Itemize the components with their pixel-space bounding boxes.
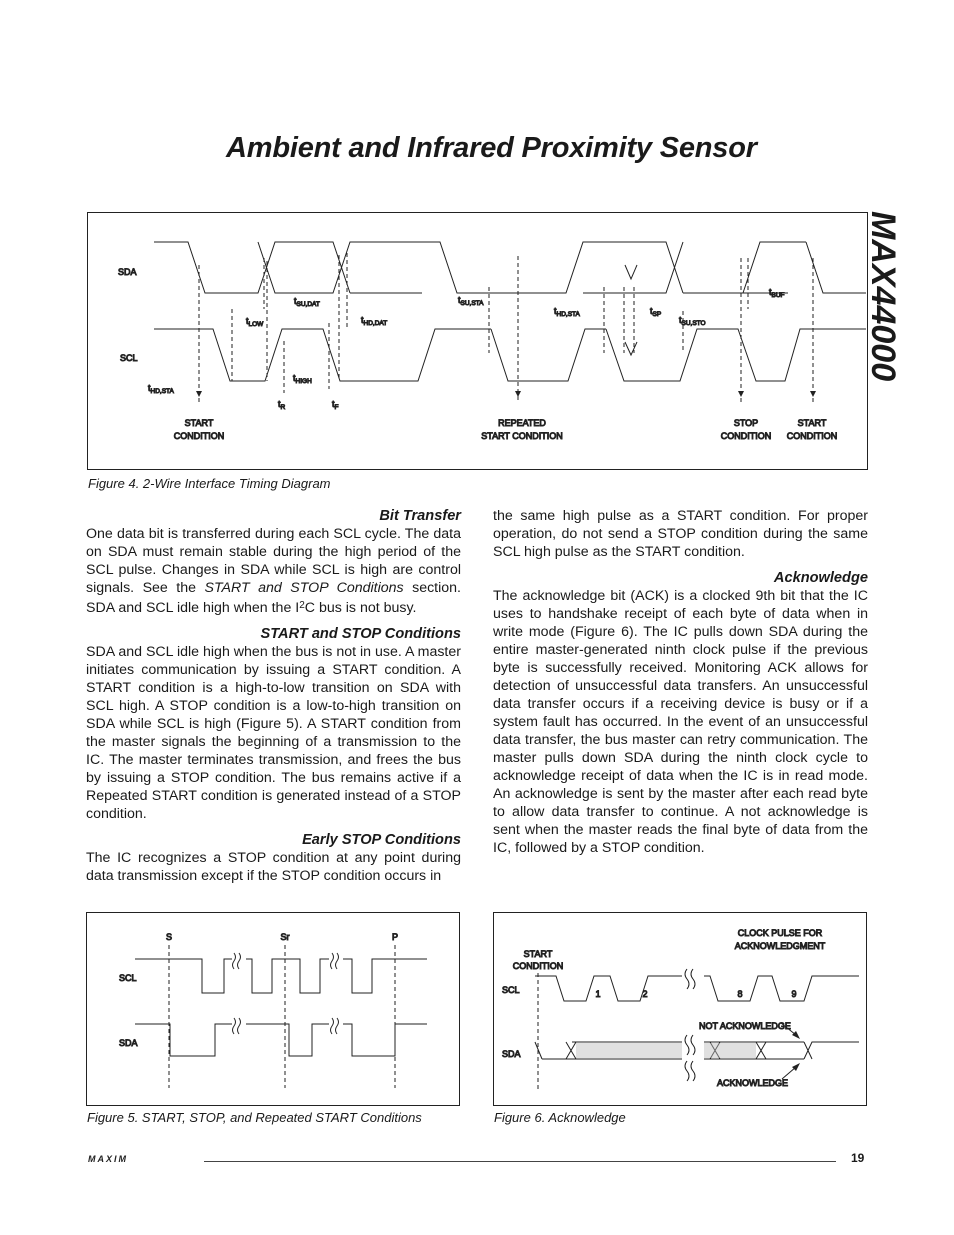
fig4-t-su-sto: $t_{SU,STO}$	[679, 315, 706, 327]
fig6-bit-1: 1	[595, 989, 601, 999]
fig6-condition-label: CONDITION	[512, 961, 564, 971]
maxim-logo	[88, 1147, 200, 1170]
figure-6-caption: Figure 6. Acknowledge	[494, 1110, 626, 1125]
fig5-scl-label: SCL	[119, 973, 137, 983]
figure-6-acknowledge-diagram	[493, 912, 867, 1106]
fig6-scl-label: SCL	[502, 985, 520, 995]
fig4-start-condition-label: CONDITION	[173, 431, 225, 441]
fig4-t-hd-sta: $t_{HD,STA}$	[148, 383, 174, 395]
fig6-scl-waveform	[535, 976, 682, 1001]
fig4-stop-condition-label: CONDITION	[720, 431, 772, 441]
fig5-break-marks	[233, 953, 339, 1034]
fig4-repeated-start-label: START CONDITION	[481, 431, 563, 441]
figure-5-start-stop-diagram	[86, 912, 460, 1106]
fig6-sda-label: SDA	[502, 1049, 521, 1059]
fig4-sda-label: SDA	[118, 267, 137, 277]
acknowledge-heading: Acknowledge	[773, 570, 868, 586]
fig5-scl-waveform	[159, 959, 232, 993]
fig5-sda-waveform	[135, 1024, 232, 1056]
fig4-start2-condition-label: CONDITION	[786, 431, 838, 441]
fig4-sda-waveform	[154, 242, 350, 293]
left-column	[86, 507, 461, 893]
maxim-logo-mark	[88, 1147, 200, 1165]
fig4-t-su-dat: $t_{SU,DAT}$	[294, 296, 320, 308]
figure-4-caption: Figure 4. 2-Wire Interface Timing Diagram	[88, 476, 331, 491]
fig5-sr-label: Sr	[280, 932, 290, 942]
fig4-t-high: $t_{HIGH}$	[293, 373, 312, 385]
fig6-bit-2: 2	[642, 989, 648, 999]
part-number-sidebar: MAX44000	[864, 211, 902, 382]
fig6-acknowledge-label: ACKNOWLEDGE	[717, 1078, 789, 1088]
fig6-bit-9: 9	[791, 989, 797, 999]
early-stop-heading: Early STOP Conditions	[302, 832, 461, 848]
fig6-clock-pulse-label: CLOCK PULSE FOR	[737, 928, 823, 938]
fig4-scl-waveform	[154, 329, 491, 381]
fig4-repeated-label: REPEATED	[498, 418, 546, 428]
page-title: Ambient and Infrared Proximity Sensor	[226, 132, 757, 164]
fig4-t-r: $t_R$	[278, 399, 286, 411]
fig4-scl-label: SCL	[120, 353, 138, 363]
right-column	[493, 507, 868, 865]
fig4-t-hd-sta2: $t_{HD,STA}$	[554, 306, 580, 318]
fig6-acknowledgment-label: ACKNOWLEDGMENT	[734, 941, 826, 951]
bit-transfer-text: One data bit is transferred during each SCL cycle. The data on SDA must remain stable during the high period of the SCL pulse. Changes in SDA while SCL is high are control signals. See the START and STOP Conditions section. SDA and SCL idle high when the $I^2C$ bus is not busy.	[86, 526, 462, 616]
fig6-bit-8: 8	[737, 989, 743, 999]
footer-rule	[204, 1161, 836, 1162]
fig6-not-acknowledge-label: NOT ACKNOWLEDGE	[699, 1021, 791, 1031]
fig5-sda-label: SDA	[119, 1038, 138, 1048]
fig4-start-label: START	[184, 418, 214, 428]
fig5-p-label: P	[391, 932, 399, 942]
fig4-start2-label: START	[797, 418, 827, 428]
fig4-t-buf: $t_{BUF}$	[769, 287, 785, 299]
svg-text:MAXIM: MAXIM	[88, 1154, 128, 1164]
fig6-break-marks	[685, 969, 695, 1081]
start-stop-text: SDA and SCL idle high when the bus is not in use. A master initiates communication by issuing a START condition. A START condition is a high-to-low transition on SDA with SCL high. A STOP condition is a low-to-high transition on SDA while SCL is high (Figure 5). A START condition from the master signals the beginning of a transmission to the IC. The master terminates transmission, and frees the bus by issuing a STOP condition. The bus remains active if a Repeated START condition is generated instead of a STOP condition.	[86, 644, 461, 822]
fig4-t-hd-dat: $t_{HD,DAT}$	[361, 315, 388, 327]
fig5-s-label: S	[165, 932, 173, 942]
fig6-start-label: START	[523, 949, 553, 959]
fig4-stop-label: STOP	[733, 418, 759, 428]
start-stop-heading: START and STOP Conditions	[260, 626, 461, 642]
continued-text: the same high pulse as a START condition. For proper operation, do not send a STOP condition during the same SCL high pulse as the START condition.	[493, 508, 868, 560]
figure-4-timing-diagram	[87, 212, 868, 470]
page-number: 19	[851, 1151, 865, 1165]
bit-transfer-heading: Bit Transfer	[379, 508, 461, 524]
figure-5-caption: Figure 5. START, STOP, and Repeated START Conditions	[87, 1110, 422, 1125]
fig4-t-f: $t_F$	[332, 399, 339, 411]
fig4-t-sp: $t_{SP}$	[650, 306, 662, 318]
early-stop-text: The IC recognizes a STOP condition at any point during data transmission except if the STOP condition occurs in	[86, 850, 461, 884]
acknowledge-text: The acknowledge bit (ACK) is a clocked 9th bit that the IC uses to handshake receipt of each byte of data when in write mode (Figure 6). The IC pulls down SDA during the entire master-generated ninth clock pulse if the previous byte is successfully received. Monitoring ACK allows for detection of unsuccessful data transfers. An unsuccessful data transfer occurs if a receiving device is busy or if a system fault has occurred. In the event of an unsuccessful data transfer, the bus master can retry communication. The master pulls down SDA during the ninth clock cycle to acknowledge receipt of data when the IC is in read mode. An acknowledge is sent by the master after each read byte to allow data transfer to continue. A not acknowledge is sent when the master reads the final byte of data from the IC, followed by a STOP condition.	[493, 588, 868, 856]
fig4-t-low: $t_{LOW}$	[246, 316, 264, 328]
fig4-t-su-sta: $t_{SU,STA}$	[458, 295, 484, 307]
